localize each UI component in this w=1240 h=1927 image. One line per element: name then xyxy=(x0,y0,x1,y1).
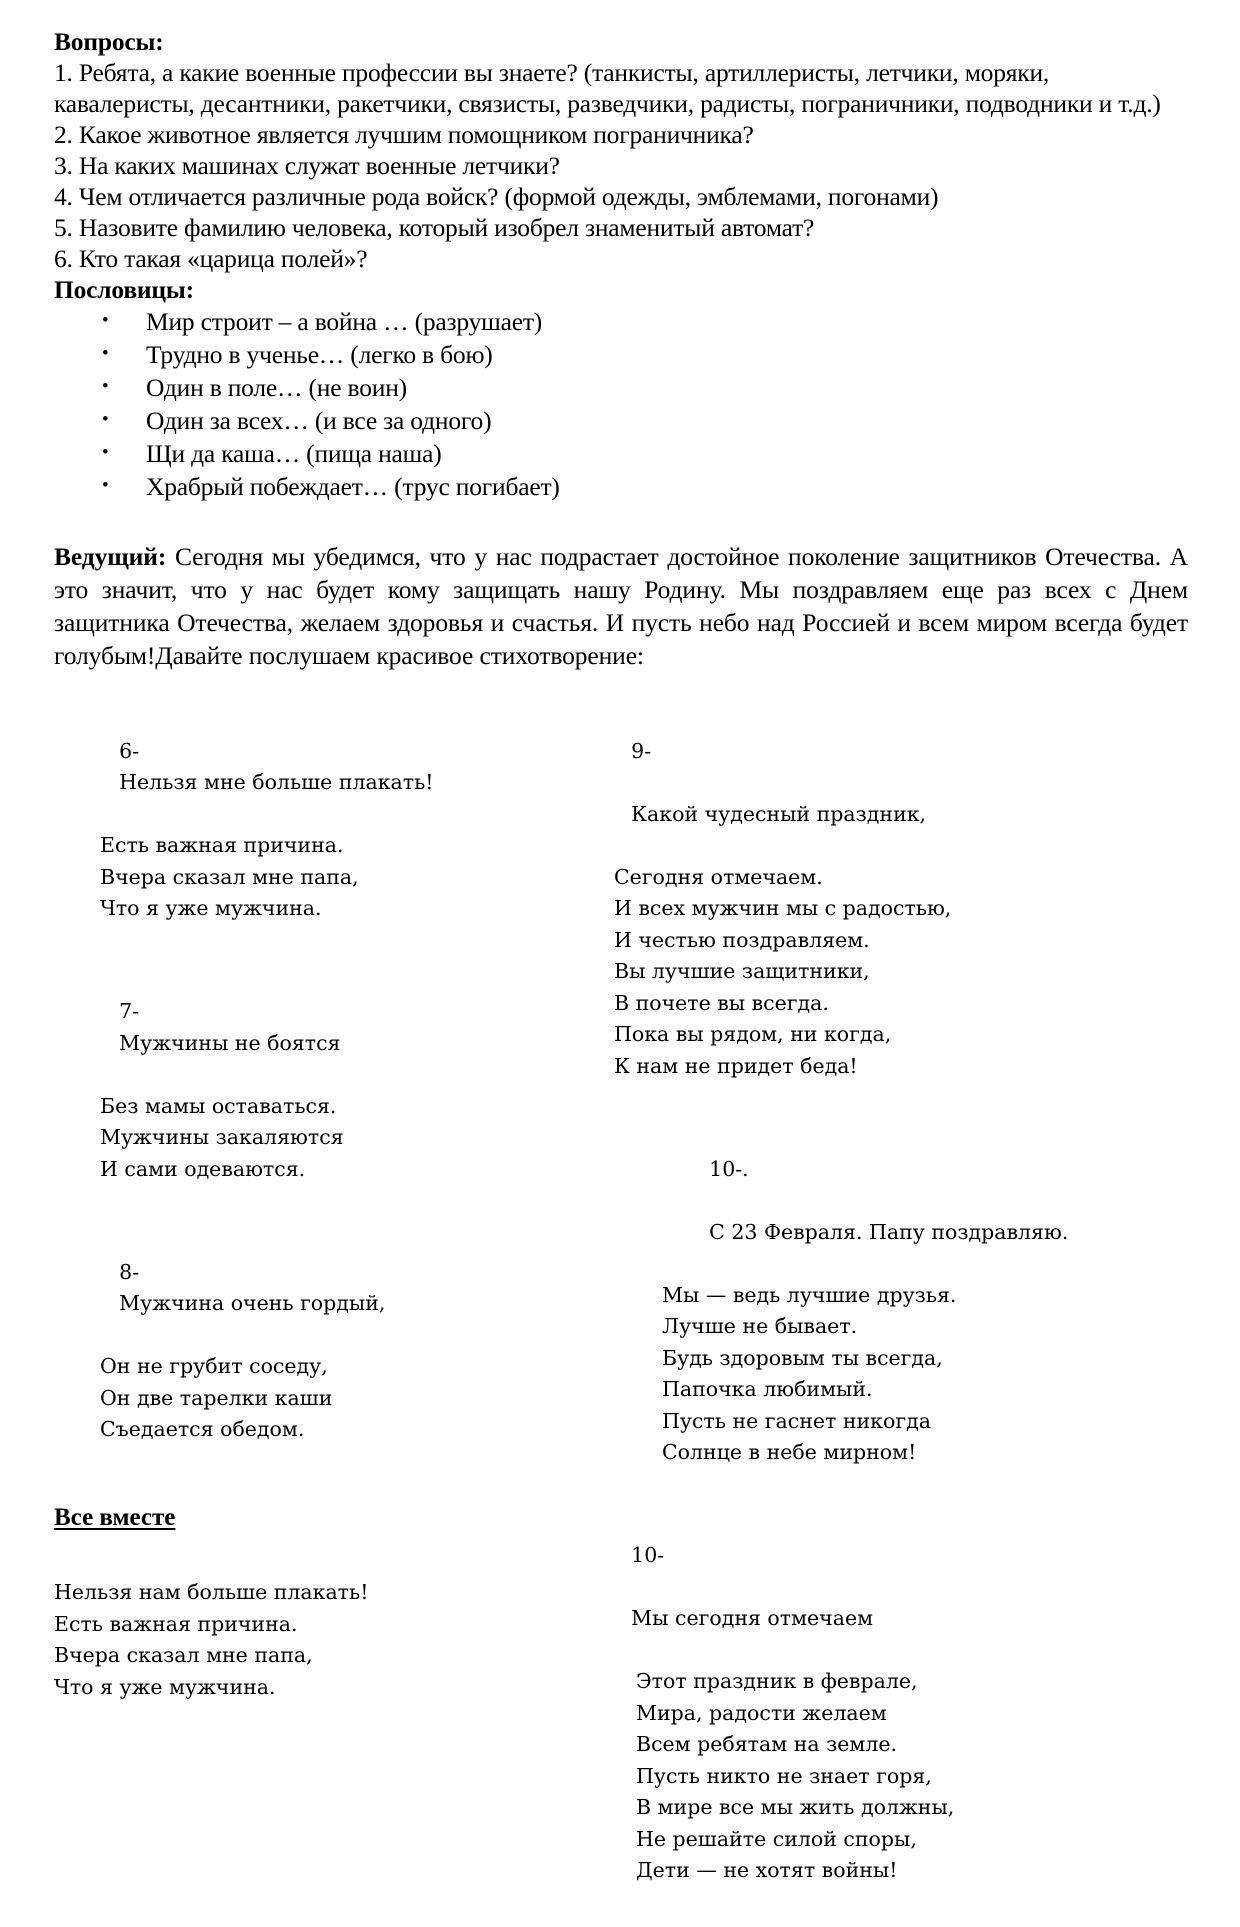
stanza-line: Вы лучшие защитники, xyxy=(614,959,870,983)
stanza-line: В мире все мы жить должны, xyxy=(636,1795,955,1819)
stanza-number: 8- xyxy=(119,1259,140,1284)
list-item xyxy=(54,338,1188,371)
question-item-6: 6. Кто такая «царица полей»? xyxy=(54,244,368,273)
stanza-line: Без мамы оставаться. xyxy=(100,1093,337,1118)
proverb-text: Мир строит – а война … (разрушает) xyxy=(146,307,543,336)
host-label: Ведущий: xyxy=(54,542,167,571)
question-item-2: 2. Какое животное является лучшим помощником пограничника? xyxy=(54,120,754,149)
stanza-line xyxy=(54,704,554,830)
stanza-line: Не решайте силой споры, xyxy=(636,1826,917,1851)
question-item-1: 1. Ребята, а какие военные профессии вы знаете? (танкисты, артиллеристы, летчики, моряки, кавалеристы, десантники, ракетчики, связисты, разведчики, радисты, пограничники, подводники и т.д.) xyxy=(54,58,1161,118)
poems-right-column xyxy=(554,704,1188,1927)
stanza-line: Мы — ведь лучшие друзья. xyxy=(662,1282,957,1307)
stanza-line xyxy=(644,1122,1188,1280)
bullet-icon: • xyxy=(102,310,109,331)
list-item xyxy=(54,305,1188,338)
stanza-line: Нельзя нам больше плакать! xyxy=(54,1580,369,1604)
bullet-icon: • xyxy=(102,343,109,364)
stanza-final xyxy=(54,1577,554,1703)
stanza-text: Какой чудесный праздник, xyxy=(631,801,927,826)
stanza-line: Дети — не хотят войны! xyxy=(636,1858,898,1882)
proverb-text: Храбрый побеждает… (трус погибает) xyxy=(146,472,560,501)
stanza-line xyxy=(566,704,1188,862)
stanza-number: 10- xyxy=(631,1543,665,1567)
stanza-8 xyxy=(54,1225,554,1446)
stanza-line: Что я уже мужчина. xyxy=(54,1674,276,1699)
proverbs-heading: Пословицы: xyxy=(54,275,194,304)
stanza-line: Солнце в небе мирном! xyxy=(662,1440,917,1464)
stanza-line: Съедается обедом. xyxy=(100,1417,305,1441)
stanza-line: Будь здоровым ты всегда, xyxy=(662,1345,943,1370)
proverb-text: Щи да каша… (пища наша) xyxy=(146,439,442,468)
stanza-text: Мужчина очень гордый, xyxy=(119,1291,386,1315)
stanza-line: Мира, радости желаем xyxy=(636,1700,887,1725)
stanza-line: Лучше не бывает. xyxy=(662,1314,858,1338)
stanza-line: Мужчины закаляются xyxy=(100,1125,344,1149)
stanza-line: К нам не придет беда! xyxy=(614,1053,858,1078)
questions-section xyxy=(54,26,1188,503)
stanza-10b xyxy=(566,1509,1188,1887)
list-item xyxy=(54,437,1188,470)
stanza-line: Что я уже мужчина. xyxy=(100,896,322,920)
stanza-number: 9- xyxy=(631,738,652,763)
stanza-line: Пока вы рядом, ни когда, xyxy=(614,1022,892,1046)
stanza-line: И всех мужчин мы с радостью, xyxy=(614,896,952,920)
bullet-icon: • xyxy=(102,475,109,496)
stanza-line: Пусть никто не знает горя, xyxy=(636,1763,932,1788)
stanza-line xyxy=(54,1225,554,1351)
list-item xyxy=(54,371,1188,404)
stanza-text: С 23 Февраля. Папу поздравляю. xyxy=(709,1219,1069,1244)
host-paragraph xyxy=(54,540,1188,672)
proverb-text: Один в поле… (не воин) xyxy=(146,373,407,402)
bullet-icon: • xyxy=(102,409,109,430)
stanza-line: Вчера сказал мне папа, xyxy=(100,864,359,889)
stanza-line: Есть важная причина. xyxy=(54,1611,298,1636)
poems-columns xyxy=(54,704,1188,1927)
stanza-7 xyxy=(54,965,554,1186)
bullet-icon: • xyxy=(102,376,109,397)
stanza-6 xyxy=(54,704,554,925)
stanza-line: Этот праздник в феврале, xyxy=(636,1669,918,1693)
stanza-line: Есть важная причина. xyxy=(100,833,344,857)
stanza-9 xyxy=(566,704,1188,1082)
stanza-line: Пусть не гаснет никогда xyxy=(662,1408,931,1433)
host-text: Сегодня мы убедимся, что у нас подрастает достойное поколение защитников Отечества. А это значит, что у нас будет кому защищать нашу Родину. Мы поздравляем еще раз всех с Днем защитника Отечества, желаем здоровья и счастья. И пусть небо над Россией и всем миром всегда будет голубым!Давайте послушаем красивое стихотворение: xyxy=(54,542,1188,670)
stanza-line: И сами одеваются. xyxy=(100,1156,306,1181)
question-item-5: 5. Назовите фамилию человека, который изобрел знаменитый автомат? xyxy=(54,213,815,242)
poems-left-column xyxy=(54,704,554,1927)
stanza-text: Мужчины не боятся xyxy=(119,1030,341,1055)
stanza-text: Нельзя мне больше плакать! xyxy=(119,770,434,794)
stanza-line: Папочка любимый. xyxy=(662,1377,873,1401)
stanza-line: Всем ребятам на земле. xyxy=(636,1732,898,1756)
list-item xyxy=(54,404,1188,437)
stanza-10a xyxy=(566,1122,1188,1469)
question-item-4: 4. Чем отличается различные рода войск? (формой одежды, эмблемами, погонами) xyxy=(54,182,939,211)
stanza-line: Вчера сказал мне папа, xyxy=(54,1643,313,1667)
bullet-icon: • xyxy=(102,442,109,463)
stanza-line: Сегодня отмечаем. xyxy=(614,864,823,889)
all-together-heading: Все вместе xyxy=(54,1503,176,1531)
proverb-text: Трудно в ученье… (легко в бою) xyxy=(146,340,493,369)
stanza-line xyxy=(54,965,554,1091)
stanza-line: В почете вы всегда. xyxy=(614,990,829,1015)
stanza-line: Он две тарелки каши xyxy=(100,1385,333,1410)
list-item xyxy=(54,470,1188,503)
stanza-number: 10-. xyxy=(709,1156,749,1181)
stanza-line: Он не грубит соседу, xyxy=(100,1354,328,1378)
stanza-line: И честью поздравляем. xyxy=(614,927,870,952)
proverb-text: Один за всех… (и все за одного) xyxy=(146,406,492,435)
stanza-number: 7- xyxy=(119,999,140,1023)
question-item-3: 3. На каких машинах служат военные летчики? xyxy=(54,151,560,180)
stanza-line xyxy=(566,1509,1188,1667)
stanza-number: 6- xyxy=(119,738,140,763)
questions-heading: Вопросы: xyxy=(54,27,164,56)
stanza-text: Мы сегодня отмечаем xyxy=(631,1606,874,1630)
proverbs-list xyxy=(54,305,1188,503)
